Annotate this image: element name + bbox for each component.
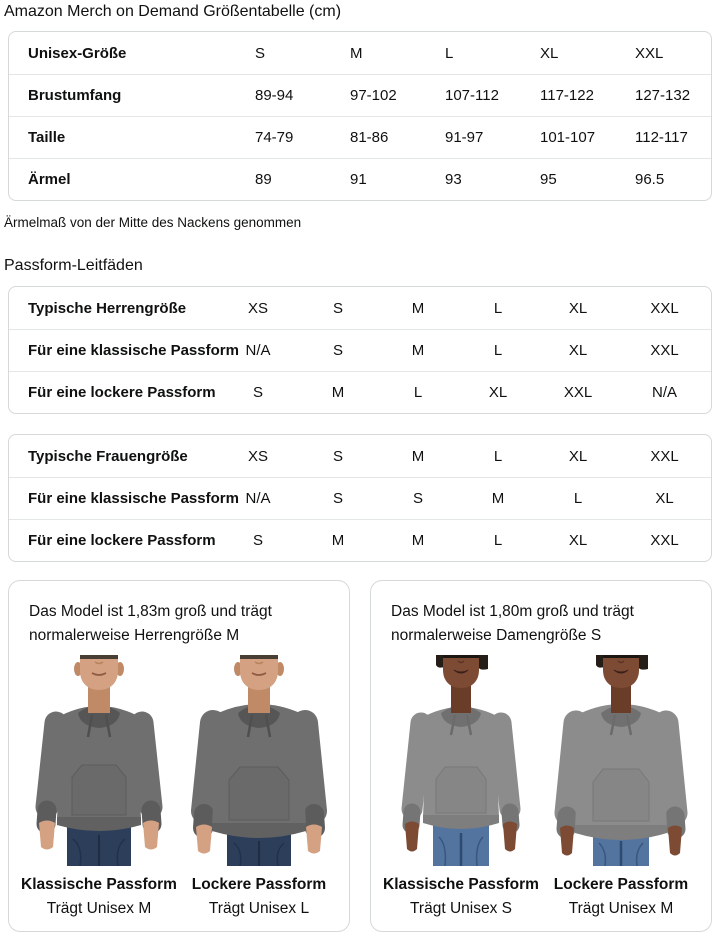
value-cell: XXL bbox=[563, 384, 593, 401]
value-cell: 74-79 bbox=[255, 129, 294, 146]
value-cell: XL bbox=[568, 447, 588, 465]
row-label: Für eine lockere Passform bbox=[28, 384, 216, 401]
value-cell: N/A bbox=[245, 342, 271, 359]
value-cell: L bbox=[493, 532, 503, 549]
value-cell: S bbox=[332, 447, 343, 465]
row-label: Taille bbox=[28, 129, 66, 146]
value-cell: N/A bbox=[651, 384, 677, 401]
value-cell: M bbox=[411, 299, 425, 317]
value-cell: XXL bbox=[650, 447, 679, 465]
value-cell: M bbox=[331, 532, 345, 549]
value-cell: XL bbox=[568, 342, 588, 359]
model-photos bbox=[19, 653, 339, 919]
fit-type-label: Lockere Passform bbox=[553, 876, 689, 893]
model-cards bbox=[8, 580, 712, 932]
fit-size-label: Trägt Unisex S bbox=[410, 900, 512, 917]
womens-fit-table bbox=[8, 434, 712, 562]
value-cell: 91-97 bbox=[445, 129, 484, 146]
value-cell: S bbox=[332, 299, 343, 317]
fit-size-label: Trägt Unisex L bbox=[208, 900, 310, 917]
model-photo-male-loose-fit bbox=[182, 653, 336, 866]
page-title: Amazon Merch on Demand Größentabelle (cm) bbox=[4, 3, 342, 20]
value-cell: L bbox=[413, 384, 423, 401]
value-cell: S bbox=[332, 490, 343, 507]
size-header-cell: XL bbox=[540, 44, 559, 62]
row-label: Für eine klassische Passform bbox=[28, 490, 239, 507]
value-cell: L bbox=[493, 447, 503, 465]
table-row bbox=[9, 74, 711, 116]
fit-type-label: Klassische Passform bbox=[383, 876, 539, 893]
value-cell: S bbox=[252, 384, 263, 401]
fit-type-label: Lockere Passform bbox=[191, 876, 327, 893]
model-description: Das Model ist 1,80m groß und trägt normalerweise Damengröße S bbox=[391, 603, 634, 644]
row-label: Für eine lockere Passform bbox=[28, 532, 216, 549]
value-cell: M bbox=[491, 490, 505, 507]
table-row bbox=[9, 519, 711, 561]
row-label: Ärmel bbox=[28, 171, 71, 188]
value-cell: S bbox=[412, 490, 423, 507]
value-cell: XS bbox=[247, 447, 268, 465]
model-description: Das Model ist 1,83m groß und trägt normalerweise Herrengröße M bbox=[29, 603, 272, 644]
value-cell: XL bbox=[488, 384, 508, 401]
value-cell: L bbox=[493, 342, 503, 359]
loose-fit-figure bbox=[179, 653, 339, 919]
table-row bbox=[9, 329, 711, 371]
sleeve-measure-note: Ärmelmaß von der Mitte des Nackens genommen bbox=[4, 215, 302, 230]
value-cell: XL bbox=[568, 532, 588, 549]
value-cell: 93 bbox=[445, 171, 462, 188]
value-cell: 81-86 bbox=[350, 129, 389, 146]
size-header-cell: S bbox=[255, 44, 266, 62]
value-cell: S bbox=[332, 342, 343, 359]
value-cell: XL bbox=[655, 490, 674, 507]
table-row bbox=[9, 116, 711, 158]
value-cell: 89-94 bbox=[255, 87, 294, 104]
fit-guides-title: Passform-Leitfäden bbox=[4, 257, 143, 274]
value-cell: L bbox=[493, 299, 503, 317]
value-cell: S bbox=[252, 532, 263, 549]
value-cell: L bbox=[573, 490, 583, 507]
fit-guide-tables bbox=[8, 286, 712, 562]
model-photo-female-classic-fit bbox=[384, 653, 538, 866]
size-chart-page bbox=[0, 1, 720, 932]
value-cell: M bbox=[331, 384, 345, 401]
value-cell: M bbox=[411, 447, 425, 465]
female-model-card bbox=[370, 580, 712, 932]
value-cell: 101-107 bbox=[540, 129, 596, 146]
classic-fit-figure bbox=[19, 653, 179, 919]
fit-type-label: Klassische Passform bbox=[21, 876, 177, 893]
row-label: Unisex-Größe bbox=[28, 44, 127, 62]
male-model-card bbox=[8, 580, 350, 932]
value-cell: 89 bbox=[255, 171, 272, 188]
model-photo-female-loose-fit bbox=[544, 653, 698, 866]
table-row bbox=[9, 287, 711, 329]
value-cell: 112-117 bbox=[635, 129, 688, 146]
value-cell: 96.5 bbox=[635, 171, 665, 188]
size-header-cell: L bbox=[445, 44, 454, 62]
model-photo-male-classic-fit bbox=[22, 653, 176, 866]
row-label: Typische Frauengröße bbox=[28, 447, 188, 465]
value-cell: 95 bbox=[540, 171, 557, 188]
value-cell: XL bbox=[568, 299, 588, 317]
loose-fit-figure bbox=[541, 653, 701, 919]
table-row bbox=[9, 435, 711, 477]
table-row bbox=[9, 371, 711, 413]
row-label: Typische Herrengröße bbox=[28, 299, 187, 317]
classic-fit-figure bbox=[381, 653, 541, 919]
value-cell: 107-112 bbox=[445, 87, 499, 104]
value-cell: XXL bbox=[650, 299, 679, 317]
table-row bbox=[9, 158, 711, 200]
value-cell: XXL bbox=[650, 342, 679, 359]
value-cell: 127-132 bbox=[635, 87, 691, 104]
model-photos bbox=[381, 653, 701, 919]
value-cell: 117-122 bbox=[540, 87, 594, 104]
table-header-row bbox=[9, 32, 711, 74]
value-cell: 91 bbox=[350, 171, 367, 188]
size-header-cell: M bbox=[350, 44, 363, 62]
value-cell: XXL bbox=[650, 532, 679, 549]
size-header-cell: XXL bbox=[635, 44, 664, 62]
fit-size-label: Trägt Unisex M bbox=[568, 900, 674, 917]
table-row bbox=[9, 477, 711, 519]
row-label: Brustumfang bbox=[28, 87, 122, 104]
value-cell: N/A bbox=[245, 490, 271, 507]
unisex-size-table bbox=[8, 31, 712, 201]
value-cell: M bbox=[411, 532, 425, 549]
fit-size-label: Trägt Unisex M bbox=[46, 900, 152, 917]
value-cell: XS bbox=[247, 299, 268, 317]
mens-fit-table bbox=[8, 286, 712, 414]
value-cell: 97-102 bbox=[350, 87, 397, 104]
row-label: Für eine klassische Passform bbox=[28, 342, 239, 359]
value-cell: M bbox=[411, 342, 425, 359]
